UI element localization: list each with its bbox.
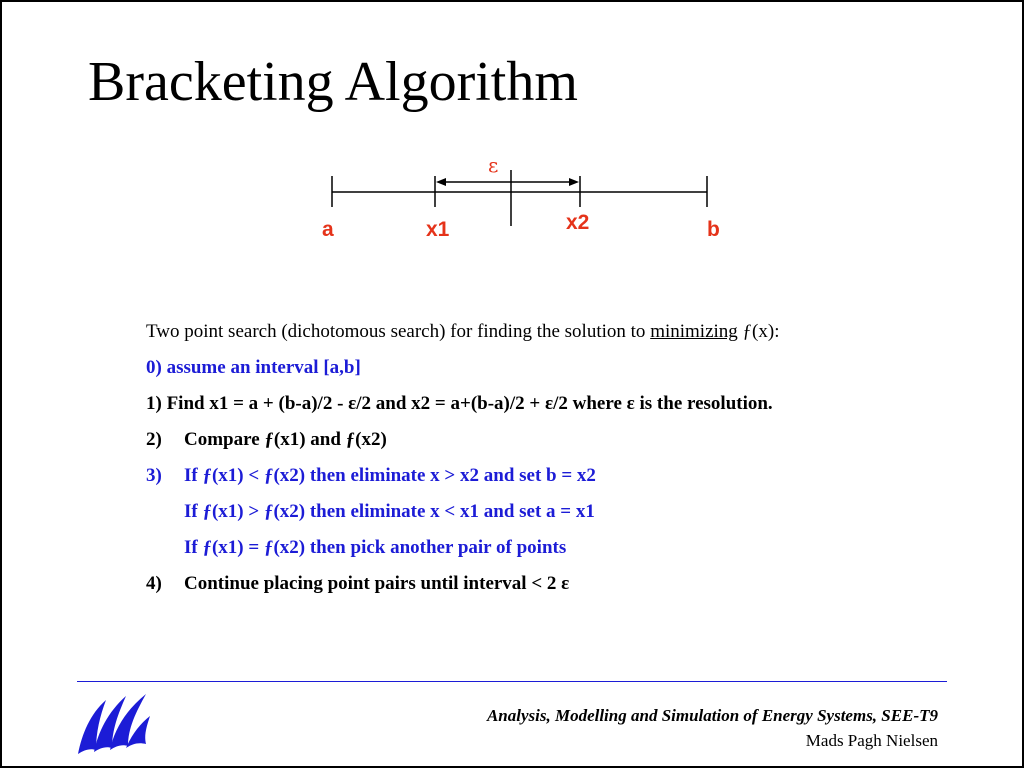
step-2: [146, 422, 966, 458]
intro-underlined: minimizing: [650, 321, 738, 342]
epsilon-arrowhead-right: [569, 178, 579, 186]
intro-suffix: ƒ(x):: [737, 321, 780, 342]
step-0: 0) assume an interval [a,b]: [146, 357, 361, 378]
slide-title: Bracketing Algorithm: [88, 51, 578, 113]
step-3-line-2: If ƒ(x1) > ƒ(x2) then eliminate x < x1 and set a = x1: [184, 501, 595, 522]
step-2-text: Compare ƒ(x1) and ƒ(x2): [184, 429, 387, 450]
intro-line: [146, 314, 966, 350]
step-3: [146, 458, 966, 494]
footer-course-title: Analysis, Modelling and Simulation of Energy Systems, SEE-T9: [486, 706, 938, 725]
step-3-line-3: If ƒ(x1) = ƒ(x2) then pick another pair of points: [184, 537, 567, 558]
step-1: 1) Find x1 = a + (b-a)/2 - ε/2 and x2 = a+(b-a)/2 + ε/2 where ε is the resolution.: [146, 393, 773, 414]
interval-diagram: [0, 0, 1024, 300]
step-3-number: 3): [146, 465, 162, 486]
footer-rule: [77, 681, 947, 682]
epsilon-label: ε: [488, 153, 499, 177]
step-4-number: 4): [146, 573, 162, 594]
step-4: [146, 566, 966, 602]
step-3-line-1: If ƒ(x1) < ƒ(x2) then eliminate x > x2 and set b = x2: [184, 465, 596, 486]
label-a: a: [322, 218, 334, 241]
footer-author: Mads Pagh Nielsen: [805, 731, 938, 750]
algorithm-description: [146, 314, 966, 602]
step-4-text: Continue placing point pairs until interval < 2 ε: [184, 573, 570, 594]
intro-prefix: Two point search (dichotomous search) for finding the solution to: [146, 321, 651, 342]
university-logo-icon: [76, 690, 156, 756]
label-x1: x1: [426, 218, 450, 241]
step-2-number: 2): [146, 429, 162, 450]
epsilon-arrowhead-left: [436, 178, 446, 186]
label-b: b: [707, 218, 720, 241]
label-x2: x2: [566, 211, 590, 234]
